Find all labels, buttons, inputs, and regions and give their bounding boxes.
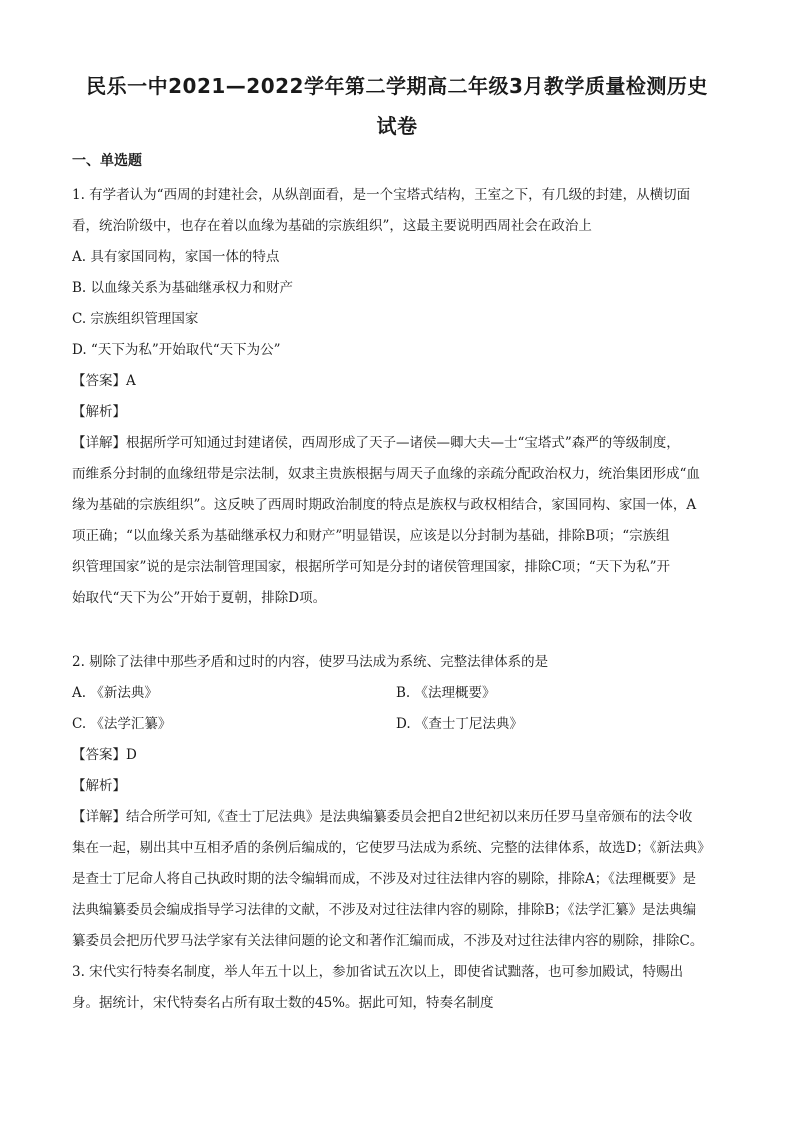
q2-detail: 集在一起，剔出其中互相矛盾的条例后编成的，它使罗马法成为系统、完整的法律体系，故选D；《新法典》 — [72, 840, 711, 856]
q2-option-b: B. 《法理概要》 — [396, 685, 496, 701]
q2-detail: 纂委员会把历代罗马法学家有关法律问题的论文和著作汇编而成，不涉及对过往法律内容的剔除，排除C。 — [72, 933, 704, 949]
q2-option-c: C. 《法学汇纂》 — [72, 716, 172, 732]
q2-option-d: D. 《查士丁尼法典》 — [396, 716, 523, 732]
q1-detail: 缘为基础的宗族组织”。这反映了西周时期政治制度的特点是族权与政权相结合，家国同构、家国一体，A — [72, 497, 697, 513]
q1-option-a: A. 具有家国同构，家国一体的特点 — [72, 249, 280, 265]
q1-detail: 项正确；“以血缘关系为基础继承权力和财产”明显错误，应该是以分封制为基础，排除B项；“宗族组 — [72, 528, 670, 544]
exam-title: 民乐一中2021—2022学年第二学期高二年级3月教学质量检测历史 — [86, 74, 708, 98]
q1-detail: 始取代“天下为公”开始于夏朝，排除D项。 — [72, 590, 327, 606]
q2-detail: 【详解】结合所学可知,《查士丁尼法典》是法典编纂委员会把自2世纪初以来历任罗马皇帝颁布的法令收 — [72, 809, 693, 825]
q3-stem-cont: 身。据统计，宋代特奏名占所有取士数的45%。据此可知，特奏名制度 — [72, 995, 494, 1011]
q1-detail: 织管理国家”说的是宗法制管理国家，根据所学可知是分封的诸侯管理国家，排除C项；“天下为私”开 — [72, 559, 671, 575]
q1-option-c: C. 宗族组织管理国家 — [72, 311, 199, 327]
q2-analysis-label: 【解析】 — [72, 778, 126, 794]
q1-analysis-label: 【解析】 — [72, 404, 126, 420]
q1-stem: 1. 有学者认为“西周的封建社会，从纵剖面看，是一个宝塔式结构，王室之下，有几级的封建，从横切面 — [72, 187, 691, 203]
q1-answer: 【答案】A — [72, 373, 136, 389]
exam-title-continued: 试卷 — [376, 114, 418, 138]
q1-detail: 而维系分封制的血缘纽带是宗法制，奴隶主贵族根据与周天子血缘的亲疏分配政治权力，统治集团形成“血 — [72, 466, 700, 482]
q1-option-b: B. 以血缘关系为基础继承权力和财产 — [72, 280, 294, 296]
q3-stem: 3. 宋代实行特奏名制度，举人年五十以上，参加省试五次以上，即使省试黜落，也可参加殿试，特赐出 — [72, 964, 684, 980]
q2-stem: 2. 剔除了法律中那些矛盾和过时的内容，使罗马法成为系统、完整法律体系的是 — [72, 654, 549, 670]
q2-answer: 【答案】D — [72, 747, 137, 763]
q2-option-a: A. 《新法典》 — [72, 685, 158, 701]
q2-detail: 是查士丁尼命人将自己执政时期的法令编辑而成，不涉及对过往法律内容的剔除，排除A；《法理概要》是 — [72, 871, 696, 887]
q1-detail: 【详解】根据所学可知通过封建诸侯，西周形成了天子—诸侯—卿大夫—士“宝塔式”森严的等级制度， — [72, 435, 680, 451]
q2-detail: 法典编纂委员会编成指导学习法律的文献，不涉及对过往法律内容的剔除，排除B；《法学汇纂》是法典编 — [72, 902, 697, 918]
section-heading: 一、单选题 — [72, 153, 142, 169]
q1-option-d: D. “天下为私”开始取代“天下为公” — [72, 342, 281, 358]
q1-stem-cont: 看，统治阶级中，也存在着以血缘为基础的宗族组织”，这最主要说明西周社会在政治上 — [72, 218, 592, 234]
